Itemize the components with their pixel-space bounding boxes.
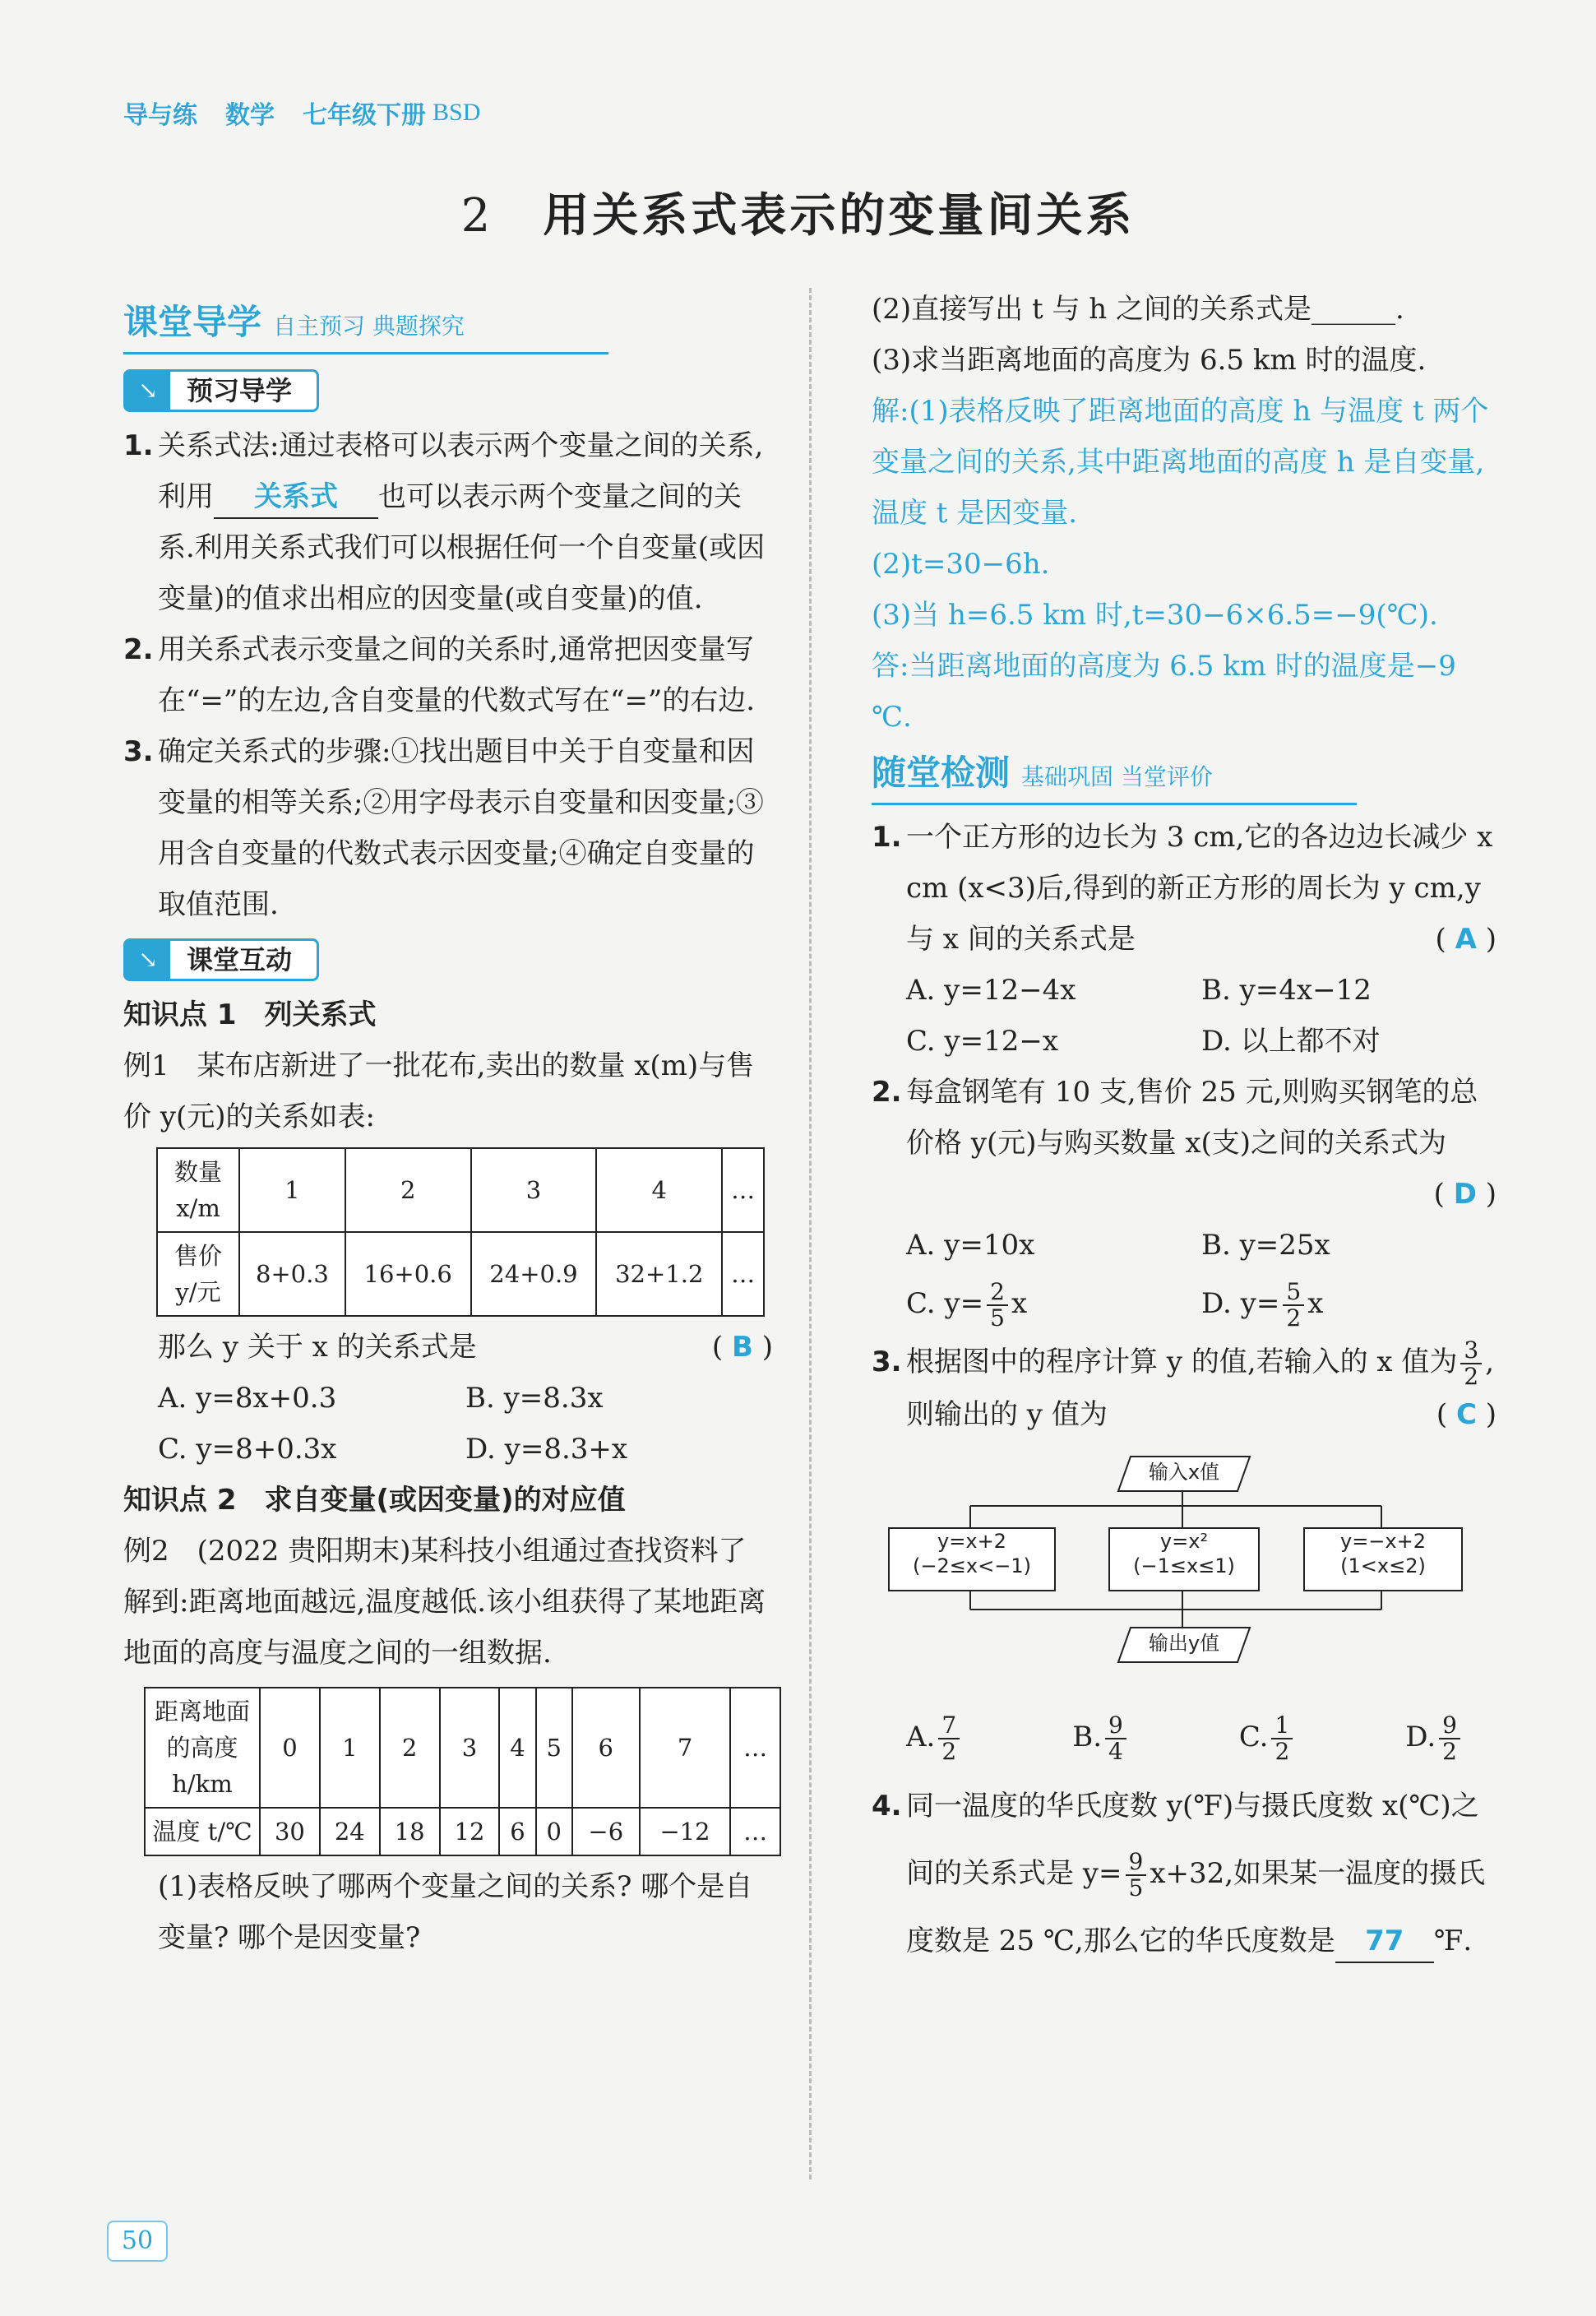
table-cell: …: [730, 1808, 780, 1855]
list-item: 3. 根据图中的程序计算 y 的值,若输入的 x 值为 $\frac{3}{2}$ ,则输出的 y 值为 ( C ): [872, 1336, 1497, 1440]
table-header-cell: 数量 x/m: [157, 1148, 239, 1232]
table-cell: 6: [499, 1808, 535, 1855]
table-example-1: [156, 1147, 765, 1317]
fill-answer: 77: [1335, 1920, 1434, 1963]
option: A. y=10x: [906, 1229, 1035, 1262]
table-cell: 32+1.2: [596, 1232, 722, 1316]
flow-box: y=x+2 (−2≤x<−1): [888, 1527, 1056, 1591]
table-cell: 24+0.9: [471, 1232, 597, 1316]
question-text: 每盒钢笔有 10 支,售价 25 元,则购买钢笔的总价格 y(元)与购买数量 x(支)之间的关系式为: [906, 1076, 1478, 1160]
table-cell: 4: [499, 1688, 535, 1808]
paragraph: 也可以表示两个变量之间的关系.利用关系式我们可以根据任何一个自变量(或因变量)的值求出相应的因变量(或自变量)的值.: [158, 480, 766, 615]
option: A. y=12−4x: [906, 974, 1076, 1007]
table-cell: …: [730, 1688, 780, 1808]
flow-output: 输出y值: [1148, 1632, 1220, 1655]
table-example-2: [144, 1687, 781, 1856]
table-cell: 5: [536, 1688, 572, 1808]
flow-input: 输入x值: [1148, 1461, 1220, 1484]
answer-choice: D: [1453, 1178, 1477, 1211]
section-heading-check: [872, 748, 1357, 805]
header-subject: 数学: [225, 101, 275, 130]
table-cell: 4: [596, 1148, 722, 1232]
section-title: 用关系式表示的变量间关系: [543, 188, 1136, 243]
option: D. y= $\frac{5}{2}$ x: [1201, 1278, 1324, 1332]
list-item: 2. 用关系式表示变量之间的关系时,通常把因变量写在“=”的左边,含自变量的代数式写在“=”的右边.: [123, 624, 773, 726]
right-column: [872, 284, 1497, 1975]
question: (3)求当距离地面的高度为 6.5 km 时的温度.: [872, 344, 1427, 377]
option: C. $\frac{1}{2}$: [1239, 1712, 1296, 1764]
table-cell: 0: [536, 1808, 572, 1855]
header-grade: 七年级下册: [303, 101, 426, 130]
solution: (2)t=30−6h.: [872, 548, 1050, 581]
table-cell: 1: [239, 1148, 345, 1232]
table-cell: −12: [640, 1808, 731, 1855]
left-column: [123, 292, 773, 1963]
table-cell: 30: [260, 1808, 320, 1855]
answer-paren: ( A ): [1435, 923, 1497, 956]
column-divider: [809, 288, 812, 2179]
section-heading-title: 课堂导学: [123, 302, 262, 342]
solution: 解:(1)表格反映了距离地面的高度 h 与温度 t 两个变量之间的关系,其中距离地面的高度 h 是自变量,温度 t 是因变量.: [872, 395, 1489, 530]
table-cell: 2: [380, 1688, 440, 1808]
table-cell: …: [722, 1232, 764, 1316]
list-item: 4. 同一温度的华氏度数 y(℉)与摄氏度数 x(℃)之间的关系式是 y= $\frac{9}{5}$ x+32,如果某一温度的摄氏度数是 25 ℃,那么它的华氏度数是 77 ℉.: [872, 1772, 1497, 1975]
example-2: 例2 (2022 贵阳期末)某科技小组通过查找资料了解到:距离地面越远,温度越低.该小组获得了某地距离地面的高度与温度之间的一组数据.: [123, 1535, 766, 1670]
subheading-preview: [123, 369, 319, 412]
section-number: 2: [460, 189, 494, 243]
table-cell: −6: [572, 1808, 640, 1855]
table-cell: 3: [440, 1688, 500, 1808]
option: A. y=8x+0.3: [158, 1382, 337, 1415]
table-cell: 18: [380, 1808, 440, 1855]
running-header: [123, 92, 508, 133]
option: C. y= $\frac{2}{5}$ x: [906, 1278, 1028, 1332]
options: [872, 965, 1497, 1067]
answer-choice: C: [1455, 1398, 1477, 1431]
fill-answer: 关系式: [214, 476, 378, 519]
list-item: 1. 一个正方形的边长为 3 cm,它的各边边长减少 x cm (x<3)后,得到的新正方形的周长为 y cm,y 与 x 间的关系式是 ( A ): [872, 812, 1497, 965]
example-1: 例1 某布店新进了一批花布,卖出的数量 x(m)与售价 y(元)的关系如表:: [123, 1049, 755, 1133]
question-text: 那么 y 关于 x 的关系式是: [158, 1331, 477, 1364]
paragraph: 用关系式表示变量之间的关系时,通常把因变量写在“=”的左边,含自变量的代数式写在“=”的右边.: [158, 633, 756, 717]
solution: (3)当 h=6.5 km 时,t=30−6×6.5=−9(℃).: [872, 599, 1438, 632]
question-text: 同一温度的华氏度数 y(℉)与摄氏度数 x(℃)之间的关系式是 y=: [906, 1790, 1479, 1890]
table-cell: 8+0.3: [239, 1232, 345, 1316]
table-cell: 12: [440, 1808, 500, 1855]
arrow-icon: ↘: [126, 941, 170, 979]
question-text: x+32,如果某一温度的摄氏度数是 25 ℃,那么它的华氏度数是: [906, 1857, 1486, 1957]
table-cell: 2: [345, 1148, 471, 1232]
page-number: 50: [107, 2221, 168, 2262]
table-header-cell: 距离地面的高度 h/km: [145, 1688, 260, 1808]
option: D. $\frac{9}{2}$: [1405, 1712, 1464, 1764]
answer-paren: ( D ): [1433, 1178, 1497, 1211]
section-heading-sub: 基础巩固 当堂评价: [1021, 763, 1213, 790]
question-text: 根据图中的程序计算 y 的值,若输入的 x 值为: [906, 1346, 1458, 1378]
option: B. y=25x: [1201, 1229, 1330, 1262]
table-row: [145, 1688, 780, 1808]
header-book: 导与练: [123, 101, 197, 130]
answer-paren: ( B ): [711, 1331, 773, 1364]
table-header-cell: 温度 t/℃: [145, 1808, 260, 1855]
table-cell: …: [722, 1148, 764, 1232]
flowchart: [872, 1448, 1497, 1695]
fraction: $\frac{9}{5}$: [1126, 1850, 1147, 1901]
paragraph: 确定关系式的步骤:①找出题目中关于自变量和因变量的相等关系;②用字母表示自变量和因变量;③用含自变量的代数式表示因变量;④确定自变量的取值范围.: [158, 735, 764, 921]
subheading-label: 课堂互动: [187, 944, 293, 975]
question-text: 一个正方形的边长为 3 cm,它的各边边长减少 x cm (x<3)后,得到的新正方形的周长为 y cm,y 与 x 间的关系式是: [906, 821, 1493, 956]
flow-box: y=x² (−1≤x≤1): [1108, 1527, 1260, 1591]
flow-box: y=−x+2 (1<x≤2): [1303, 1527, 1463, 1591]
table-header-cell: 售价 y/元: [157, 1232, 239, 1316]
answer-paren: ( C ): [1436, 1398, 1497, 1431]
table-cell: 0: [260, 1688, 320, 1808]
options: [872, 1712, 1497, 1764]
option: A. $\frac{7}{2}$: [906, 1712, 963, 1764]
table-row: [157, 1232, 764, 1316]
subheading-label: 预习导学: [187, 375, 293, 406]
solution: 答:当距离地面的高度为 6.5 km 时的温度是−9 ℃.: [872, 650, 1456, 734]
fraction: $\frac{3}{2}$: [1460, 1338, 1482, 1389]
question: (1)表格反映了哪两个变量之间的关系? 哪个是自变量? 哪个是因变量?: [158, 1870, 753, 1954]
header-edition: BSD: [433, 99, 481, 126]
question: (2)直接写出 t 与 h 之间的关系式是______.: [872, 293, 1404, 326]
paragraph: 关系式法:通过表格可以表示两个变量之间的关系,利用: [158, 429, 764, 513]
options: [123, 1373, 773, 1475]
option: B. $\frac{9}{4}$: [1072, 1712, 1130, 1764]
section-heading-sub: 自主预习 典题探究: [273, 313, 465, 340]
table-cell: 3: [471, 1148, 597, 1232]
table-row: [145, 1808, 780, 1855]
question: [123, 1322, 773, 1373]
section-heading-title: 随堂检测: [872, 753, 1011, 793]
question-text: ℉.: [1433, 1925, 1473, 1957]
option: B. y=8.3x: [465, 1382, 604, 1415]
table-row: [157, 1148, 764, 1232]
option: D. y=8.3+x: [465, 1433, 628, 1466]
options: [872, 1220, 1497, 1336]
option: C. y=12−x: [906, 1025, 1059, 1058]
option: B. y=4x−12: [1201, 974, 1372, 1007]
list-item: 1. 关系式法:通过表格可以表示两个变量之间的关系,利用 关系式 也可以表示两个变量之间的关系.利用关系式我们可以根据任何一个自变量(或因变量)的值求出相应的因变量(或自变量)的值.: [123, 429, 766, 615]
page-title: [0, 179, 1596, 245]
arrow-icon: ↘: [126, 372, 170, 410]
table-cell: 24: [320, 1808, 380, 1855]
table-cell: 6: [572, 1688, 640, 1808]
option: C. y=8+0.3x: [158, 1433, 337, 1466]
answer-choice: A: [1455, 923, 1477, 956]
subheading-interact: [123, 938, 319, 981]
section-heading-guide: [123, 297, 608, 354]
list-item: 3. 确定关系式的步骤:①找出题目中关于自变量和因变量的相等关系;②用字母表示自变量和因变量;③用含自变量的代数式表示因变量;④确定自变量的取值范围.: [123, 726, 773, 930]
question-text: ,则输出的 y 值为: [906, 1346, 1495, 1431]
option: D. 以上都不对: [1201, 1025, 1381, 1058]
table-cell: 7: [640, 1688, 731, 1808]
list-item: 2. 每盒钢笔有 10 支,售价 25 元,则购买钢笔的总价格 y(元)与购买数量 x(支)之间的关系式为 ( D ): [872, 1067, 1497, 1220]
table-cell: 16+0.6: [345, 1232, 471, 1316]
answer-choice: B: [732, 1331, 753, 1364]
table-cell: 1: [320, 1688, 380, 1808]
knowledge-point-1: 知识点 1 列关系式: [123, 998, 377, 1031]
knowledge-point-2: 知识点 2 求自变量(或因变量)的对应值: [123, 1484, 626, 1517]
